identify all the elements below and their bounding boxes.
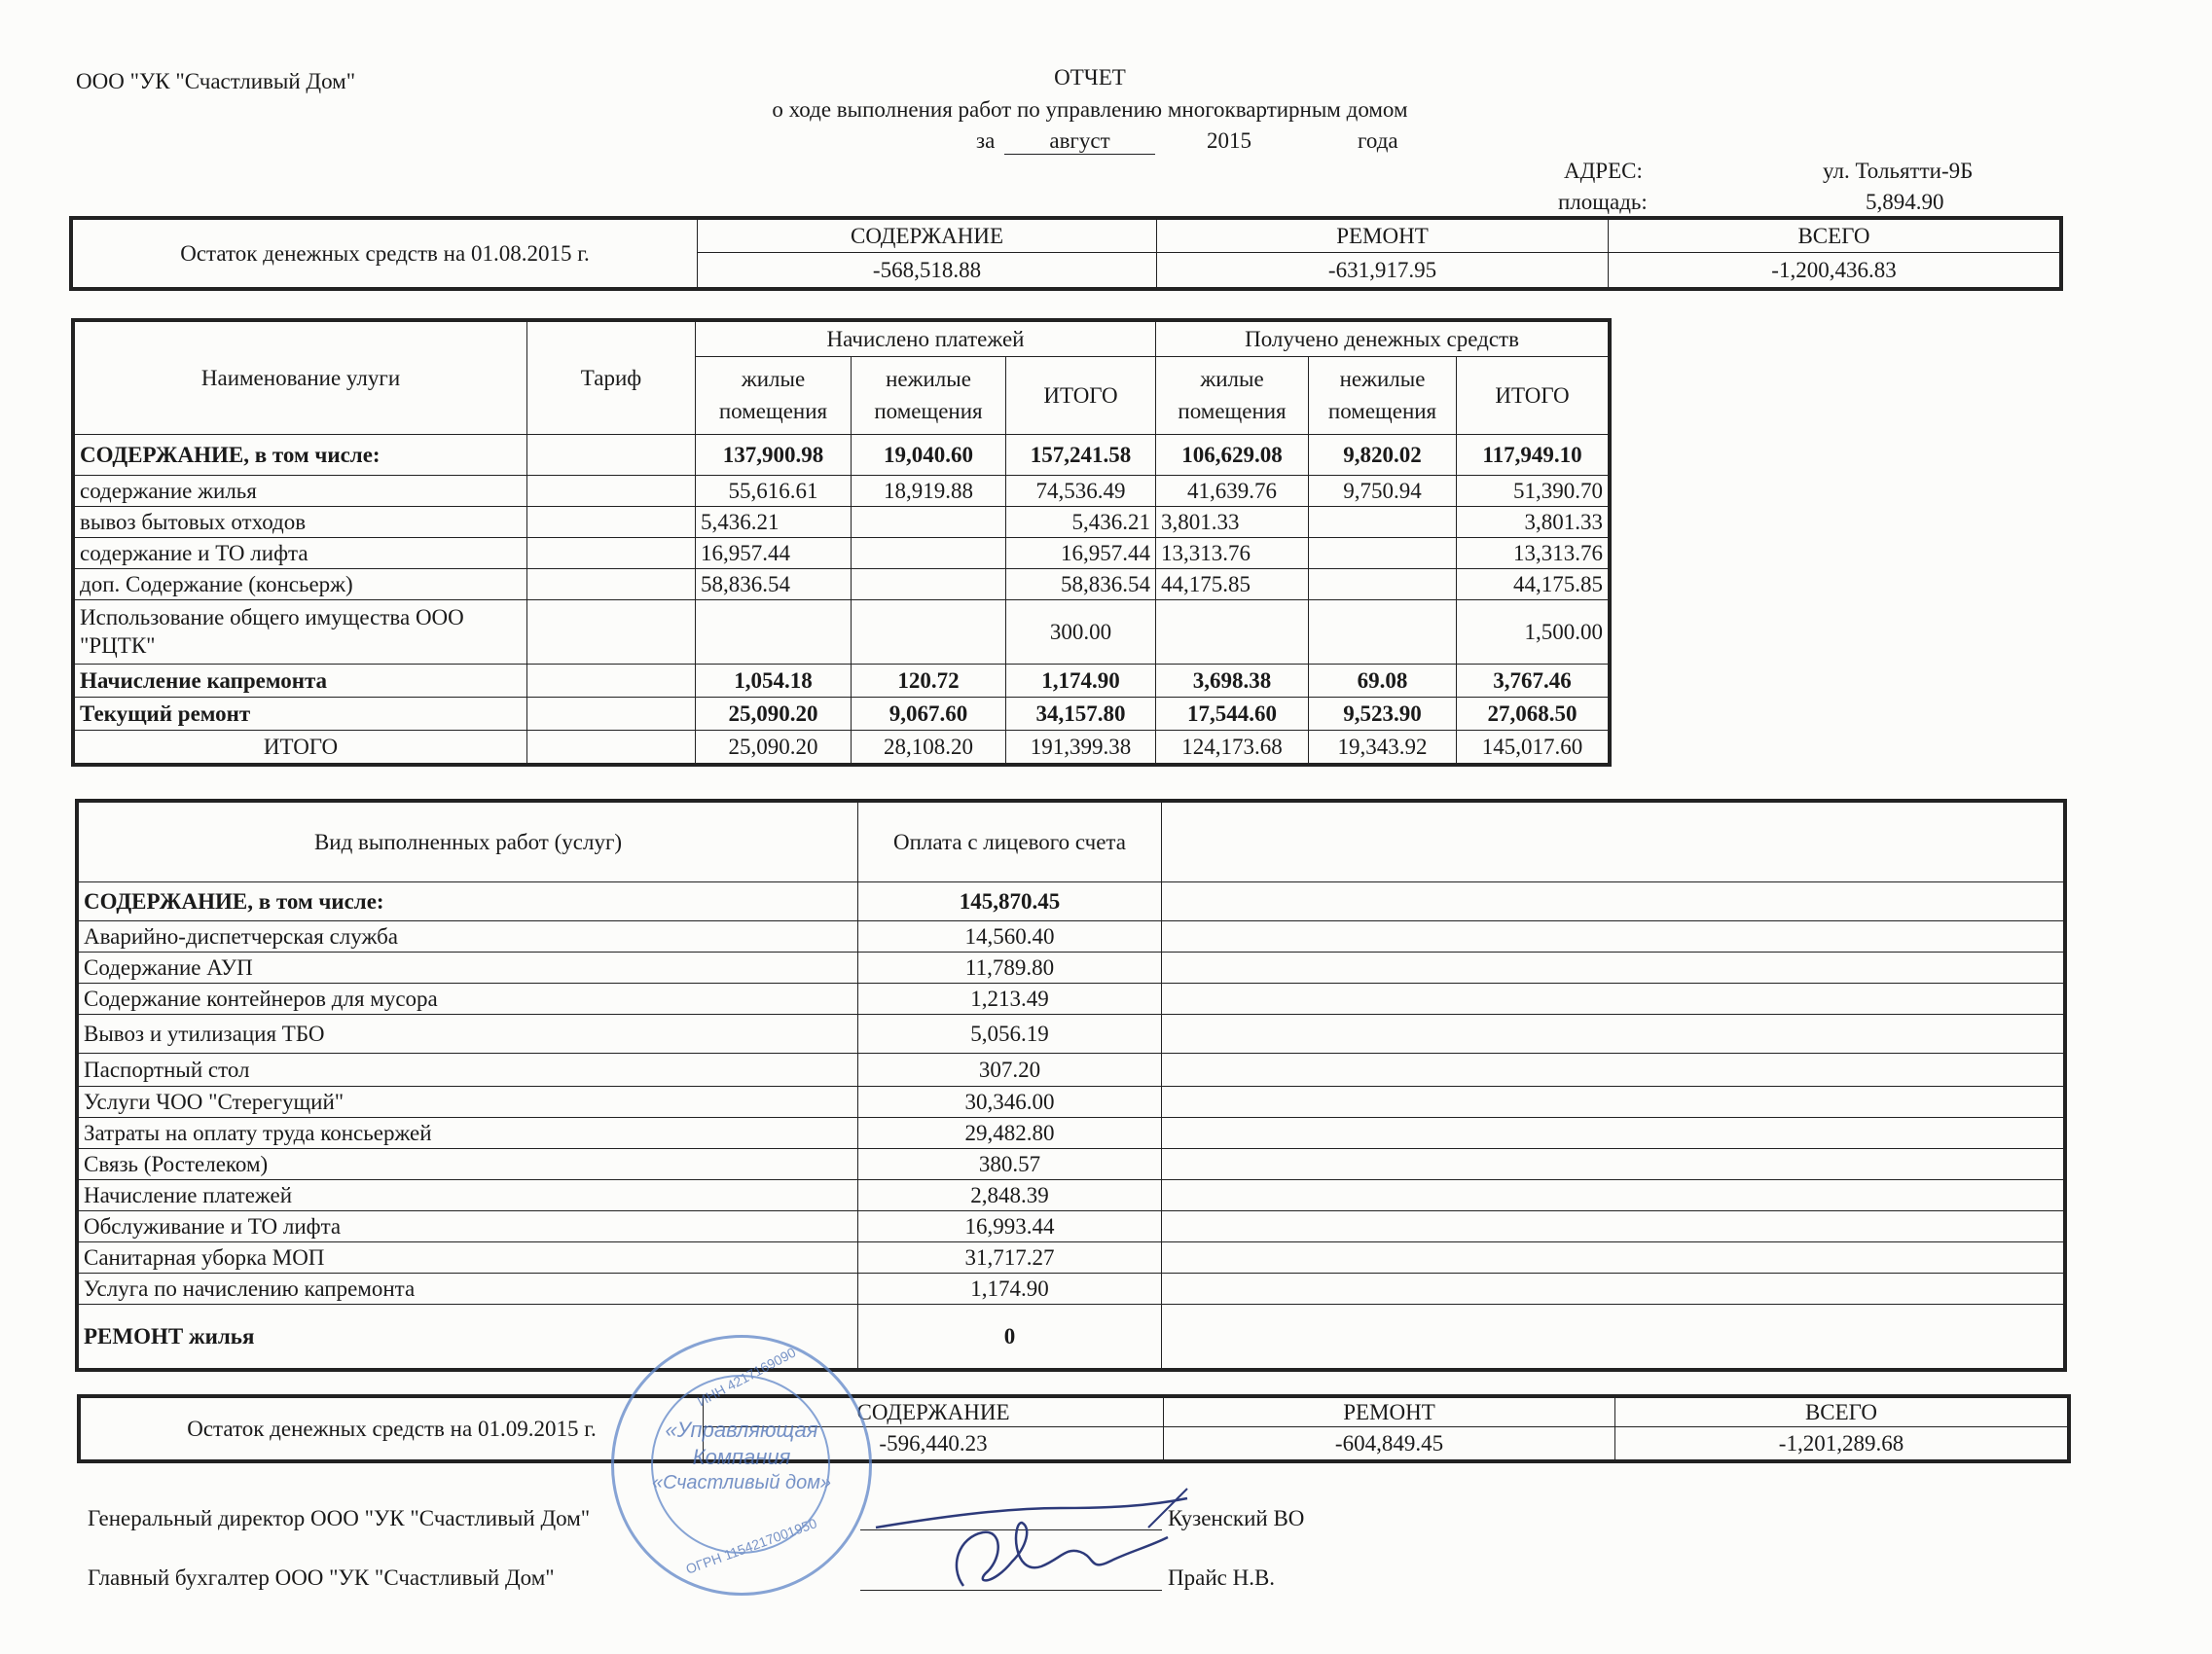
group-received-header: Получено денежных средств	[1156, 322, 1609, 357]
received-nonres-header: нежилые помещения	[1309, 357, 1457, 435]
service-name: СОДЕРЖАНИЕ, в том числе:	[75, 435, 527, 476]
table-row	[79, 1118, 2064, 1149]
director-title: Генеральный директор ООО "УК "Счастливый Дом"	[88, 1506, 591, 1530]
work-name: Содержание АУП	[79, 953, 858, 984]
work-value: 29,482.80	[858, 1118, 1162, 1149]
service-tariff	[527, 569, 696, 600]
year-suffix: года	[1358, 128, 1398, 153]
work-value: 0	[858, 1305, 1162, 1369]
table-row	[79, 1211, 2064, 1242]
service-name: вывоз бытовых отходов	[75, 507, 527, 538]
work-value: 30,346.00	[858, 1087, 1162, 1118]
charged-total: 157,241.58	[1006, 435, 1156, 476]
charged-total: 1,174.90	[1006, 665, 1156, 698]
received-nonres: 9,820.02	[1309, 435, 1457, 476]
received-nonres: 69.08	[1309, 665, 1457, 698]
charged-nonres	[852, 507, 1006, 538]
col-kind-header: Вид выполненных работ (услуг)	[79, 803, 858, 882]
charged-res: 5,436.21	[696, 507, 852, 538]
charges-table	[74, 321, 1609, 764]
opening-maint-value: -568,518.88	[698, 253, 1157, 288]
table-row	[79, 953, 2064, 984]
received-total-header: ИТОГО	[1457, 357, 1609, 435]
work-value: 11,789.80	[858, 953, 1162, 984]
work-name: Услуга по начислению капремонта	[79, 1274, 858, 1305]
opening-col-total: ВСЕГО	[1609, 220, 2060, 253]
received-total: 3,801.33	[1457, 507, 1609, 538]
received-res	[1156, 600, 1309, 665]
charged-nonres	[852, 569, 1006, 600]
charged-res: 137,900.98	[696, 435, 852, 476]
service-tariff	[527, 665, 696, 698]
table-row	[79, 1274, 2064, 1305]
table-row	[75, 600, 1609, 665]
table-row	[75, 507, 1609, 538]
table-row	[79, 882, 2064, 921]
received-nonres: 19,343.92	[1309, 731, 1457, 764]
stamp-ogrn: ОГРН 1154217001950	[683, 1515, 819, 1577]
report-title: ОТЧЕТ	[1054, 65, 1126, 90]
service-name: ИТОГО	[75, 731, 527, 764]
work-value: 16,993.44	[858, 1211, 1162, 1242]
received-res-header: жилые помещения	[1156, 357, 1309, 435]
received-nonres: 9,523.90	[1309, 698, 1457, 731]
received-total: 1,500.00	[1457, 600, 1609, 665]
work-name: Начисление платежей	[79, 1180, 858, 1211]
report-subtitle: о ходе выполнения работ по управлению многоквартирным домом	[772, 97, 1408, 122]
service-name: Использование общего имущества ООО "РЦТК"	[75, 600, 527, 665]
report-month: август	[1004, 129, 1155, 155]
work-name: Паспортный стол	[79, 1054, 858, 1087]
closing-maint-value: -596,440.23	[704, 1427, 1164, 1460]
charged-res: 55,616.61	[696, 476, 852, 507]
received-total: 27,068.50	[1457, 698, 1609, 731]
company-stamp	[611, 1335, 872, 1596]
charged-nonres	[852, 538, 1006, 569]
charged-total: 5,436.21	[1006, 507, 1156, 538]
work-value: 14,560.40	[858, 921, 1162, 953]
work-name: РЕМОНТ жилья	[79, 1305, 858, 1369]
received-res: 124,173.68	[1156, 731, 1309, 764]
received-total: 51,390.70	[1457, 476, 1609, 507]
opening-balance-table	[72, 219, 2060, 288]
received-nonres	[1309, 600, 1457, 665]
address-label: АДРЕС:	[1564, 159, 1643, 183]
stamp-line1: «Управляющая	[665, 1418, 818, 1442]
table-row	[79, 1242, 2064, 1274]
received-total: 117,949.10	[1457, 435, 1609, 476]
received-res: 13,313.76	[1156, 538, 1309, 569]
work-name: Обслуживание и ТО лифта	[79, 1211, 858, 1242]
work-name: Затраты на оплату труда консьержей	[79, 1118, 858, 1149]
charged-nonres: 18,919.88	[852, 476, 1006, 507]
table-row	[75, 731, 1609, 764]
charged-res: 25,090.20	[696, 731, 852, 764]
table-row	[79, 921, 2064, 953]
received-total: 44,175.85	[1457, 569, 1609, 600]
charged-res: 25,090.20	[696, 698, 852, 731]
received-res: 3,801.33	[1156, 507, 1309, 538]
work-value: 31,717.27	[858, 1242, 1162, 1274]
received-res: 106,629.08	[1156, 435, 1309, 476]
charged-nonres: 120.72	[852, 665, 1006, 698]
address-value: ул. Тольятти-9Б	[1823, 159, 1974, 183]
service-tariff	[527, 731, 696, 764]
table-row	[79, 1087, 2064, 1118]
charged-nonres: 28,108.20	[852, 731, 1006, 764]
charged-total-header: ИТОГО	[1006, 357, 1156, 435]
received-nonres: 9,750.94	[1309, 476, 1457, 507]
closing-col-maint: СОДЕРЖАНИЕ	[704, 1398, 1164, 1427]
area-label: площадь:	[1558, 190, 1648, 214]
work-value: 1,174.90	[858, 1274, 1162, 1305]
closing-balance-label: Остаток денежных средств на 01.09.2015 г.	[81, 1398, 704, 1460]
charged-total: 34,157.80	[1006, 698, 1156, 731]
works-table	[78, 802, 2064, 1369]
charged-nonres: 9,067.60	[852, 698, 1006, 731]
opening-repair-value: -631,917.95	[1157, 253, 1609, 288]
charged-res: 58,836.54	[696, 569, 852, 600]
work-name: Вывоз и утилизация ТБО	[79, 1015, 858, 1054]
charged-res: 1,054.18	[696, 665, 852, 698]
table-row	[79, 1305, 2064, 1369]
service-tariff	[527, 538, 696, 569]
group-charged-header: Начислено платежей	[696, 322, 1156, 357]
closing-balance-table	[80, 1397, 2068, 1460]
handwritten-signature	[856, 1469, 1207, 1605]
charged-res-header: жилые помещения	[696, 357, 852, 435]
service-name: Начисление капремонта	[75, 665, 527, 698]
accountant-name: Прайс Н.В.	[1168, 1565, 1276, 1590]
work-value: 307.20	[858, 1054, 1162, 1087]
work-value: 1,213.49	[858, 984, 1162, 1015]
period-prefix: за	[976, 128, 996, 153]
received-res: 3,698.38	[1156, 665, 1309, 698]
col-paid-header: Оплата с лицевого счета	[858, 803, 1162, 882]
report-year: 2015	[1207, 128, 1251, 153]
stamp-inn: ИНН 4217169090	[694, 1344, 799, 1410]
table-row	[75, 698, 1609, 731]
opening-col-repair: РЕМОНТ	[1157, 220, 1609, 253]
work-name: Содержание контейнеров для мусора	[79, 984, 858, 1015]
received-total: 13,313.76	[1457, 538, 1609, 569]
service-tariff	[527, 698, 696, 731]
received-res: 44,175.85	[1156, 569, 1309, 600]
work-name: Аварийно-диспетчерская служба	[79, 921, 858, 953]
service-tariff	[527, 476, 696, 507]
col-tariff-header: Тариф	[527, 322, 696, 435]
received-total: 145,017.60	[1457, 731, 1609, 764]
received-nonres	[1309, 538, 1457, 569]
charged-res	[696, 600, 852, 665]
stamp-line3: «Счастливый дом»	[651, 1472, 832, 1493]
work-name: Услуги ЧОО "Стерегущий"	[79, 1087, 858, 1118]
director-name: Кузенский ВО	[1168, 1506, 1305, 1530]
received-nonres	[1309, 507, 1457, 538]
closing-col-repair: РЕМОНТ	[1164, 1398, 1615, 1427]
work-value: 2,848.39	[858, 1180, 1162, 1211]
opening-balance-label: Остаток денежных средств на 01.08.2015 г.	[73, 220, 698, 288]
table-row	[79, 1149, 2064, 1180]
col-service-header: Наименование улуги	[75, 322, 527, 435]
service-tariff	[527, 507, 696, 538]
table-row	[75, 435, 1609, 476]
table-row	[79, 1180, 2064, 1211]
charged-total: 191,399.38	[1006, 731, 1156, 764]
works-empty-header	[1162, 803, 2064, 882]
service-name: содержание и ТО лифта	[75, 538, 527, 569]
charged-nonres-header: нежилые помещения	[852, 357, 1006, 435]
closing-total-value: -1,201,289.68	[1615, 1427, 2068, 1460]
area-value: 5,894.90	[1866, 190, 1944, 214]
work-value: 145,870.45	[858, 882, 1162, 921]
company-name: ООО "УК "Счастливый Дом"	[76, 69, 356, 93]
work-name: Связь (Ростелеком)	[79, 1149, 858, 1180]
closing-repair-value: -604,849.45	[1164, 1427, 1615, 1460]
service-name: доп. Содержание (консьерж)	[75, 569, 527, 600]
work-name: СОДЕРЖАНИЕ, в том числе:	[79, 882, 858, 921]
charged-total: 16,957.44	[1006, 538, 1156, 569]
table-row	[75, 476, 1609, 507]
stamp-line2: Компания	[692, 1445, 791, 1469]
work-name: Санитарная уборка МОП	[79, 1242, 858, 1274]
received-nonres	[1309, 569, 1457, 600]
accountant-title: Главный бухгалтер ООО "УК "Счастливый Дом"	[88, 1565, 555, 1590]
charged-total: 74,536.49	[1006, 476, 1156, 507]
received-total: 3,767.46	[1457, 665, 1609, 698]
work-value: 380.57	[858, 1149, 1162, 1180]
opening-total-value: -1,200,436.83	[1609, 253, 2060, 288]
table-row	[79, 1015, 2064, 1054]
charged-res: 16,957.44	[696, 538, 852, 569]
opening-col-maint: СОДЕРЖАНИЕ	[698, 220, 1157, 253]
closing-col-total: ВСЕГО	[1615, 1398, 2068, 1427]
table-row	[75, 538, 1609, 569]
table-row	[79, 984, 2064, 1015]
charged-nonres: 19,040.60	[852, 435, 1006, 476]
table-row	[75, 569, 1609, 600]
service-name: Текущий ремонт	[75, 698, 527, 731]
table-row	[79, 1054, 2064, 1087]
service-tariff	[527, 600, 696, 665]
charged-total: 300.00	[1006, 600, 1156, 665]
service-name: содержание жилья	[75, 476, 527, 507]
charged-total: 58,836.54	[1006, 569, 1156, 600]
charged-nonres	[852, 600, 1006, 665]
service-tariff	[527, 435, 696, 476]
table-row	[75, 665, 1609, 698]
received-res: 41,639.76	[1156, 476, 1309, 507]
received-res: 17,544.60	[1156, 698, 1309, 731]
work-value: 5,056.19	[858, 1015, 1162, 1054]
